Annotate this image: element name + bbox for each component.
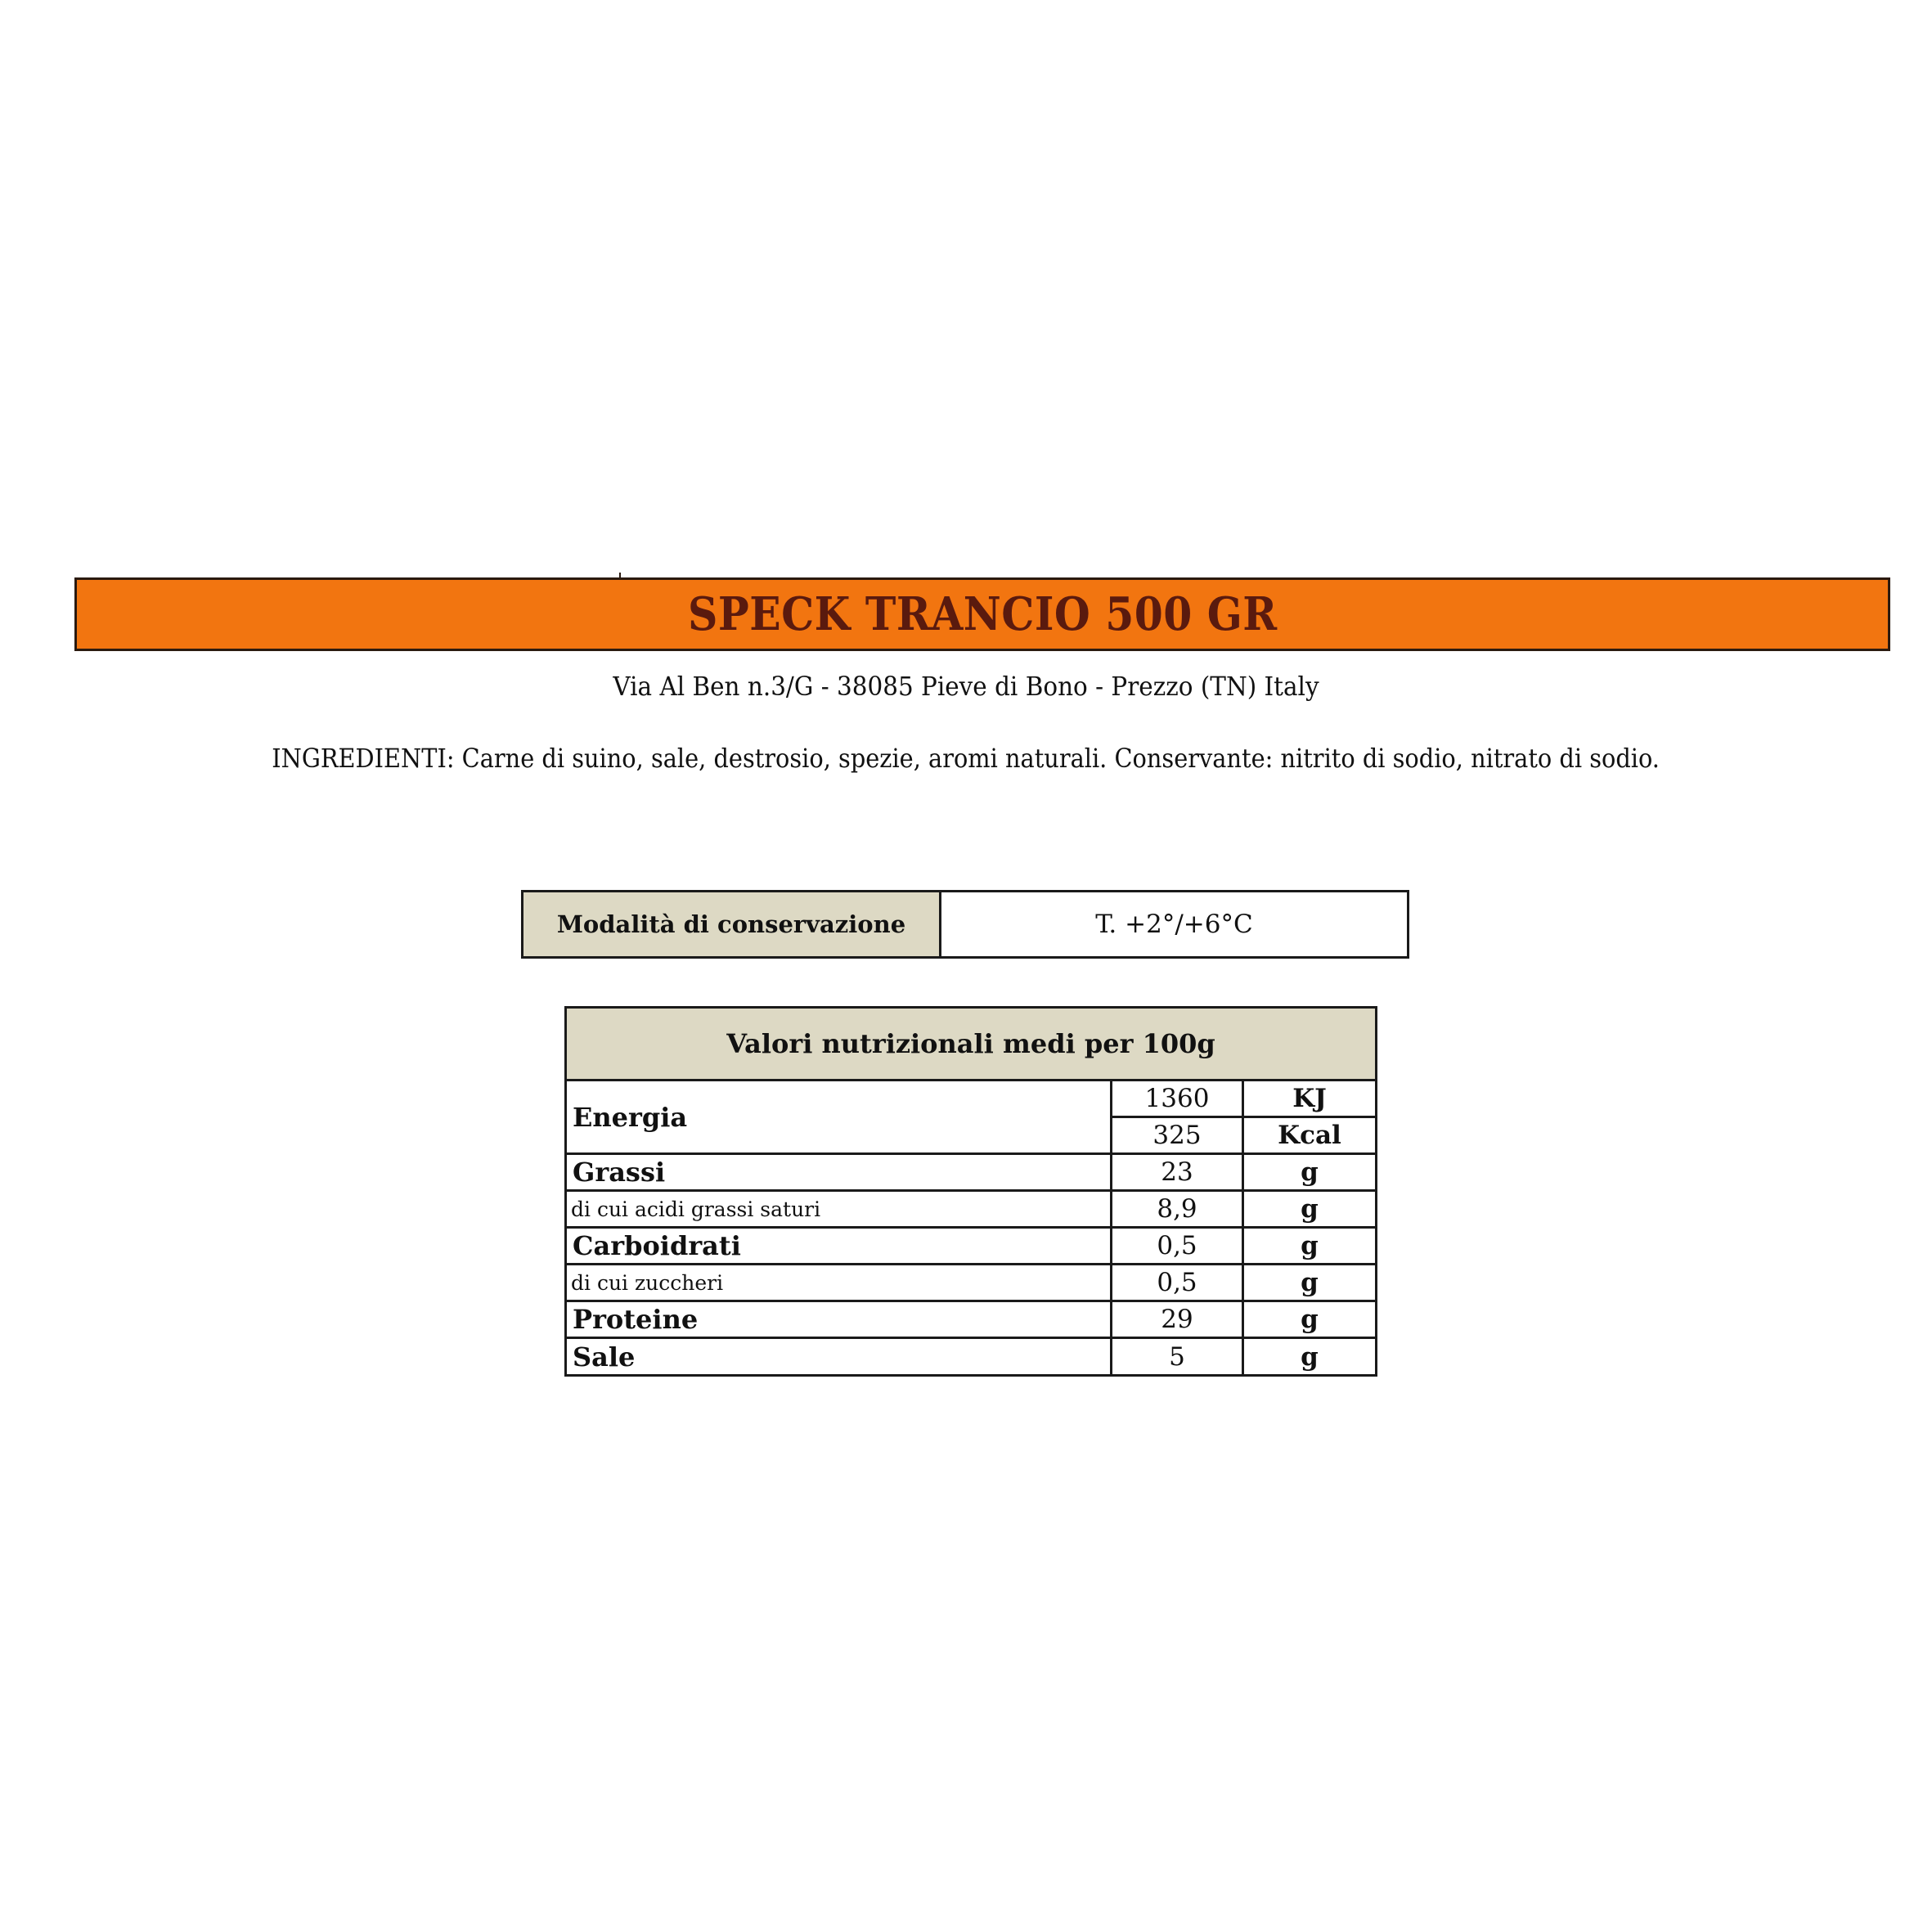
storage-label: Modalità di conservazione (523, 892, 941, 956)
nutrition-row-sale (567, 1339, 1375, 1374)
storage-table (521, 890, 1409, 959)
product-title: SPECK TRANCIO 500 GR (687, 587, 1278, 641)
nutrient-value: 0,5 (1112, 1229, 1244, 1263)
nutrient-label: di cui zuccheri (567, 1265, 1112, 1300)
energy-label: Energia (567, 1081, 1112, 1152)
nutrient-unit: g (1301, 1341, 1319, 1372)
energy-kcal-value: 325 (1112, 1118, 1244, 1152)
producer-address: Via Al Ben n.3/G - 38085 Pieve di Bono - Prezzo (TN) Italy (613, 671, 1319, 702)
energy-kj-value: 1360 (1112, 1081, 1244, 1116)
nutrient-value: 29 (1112, 1302, 1244, 1337)
nutrient-unit: g (1301, 1231, 1319, 1260)
ingredients-text: INGREDIENTI: Carne di suino, sale, destrosio, spezie, aromi naturali. Conservante: nitrito di sodio, nitrato di sodio. (272, 743, 1660, 774)
nutrient-value: 8,9 (1112, 1192, 1244, 1226)
nutrient-unit: g (1301, 1268, 1319, 1297)
nutrient-label: Grassi (567, 1155, 1112, 1189)
energy-kj-row (1112, 1081, 1375, 1118)
energy-row (567, 1081, 1375, 1155)
nutrient-label: di cui acidi grassi saturi (567, 1192, 1112, 1226)
nutrition-table (564, 1006, 1377, 1377)
nutrient-label: Proteine (567, 1302, 1112, 1337)
storage-value: T. +2°/+6°C (1095, 910, 1253, 939)
nutrition-row-proteine (567, 1302, 1375, 1339)
title-bar (74, 577, 1890, 651)
energy-values (1112, 1081, 1375, 1152)
nutrition-row-grassi-saturi (567, 1192, 1375, 1229)
nutrient-unit: g (1301, 1157, 1319, 1187)
energy-kcal-row (1112, 1118, 1375, 1152)
nutrient-value: 23 (1112, 1155, 1244, 1189)
nutrition-row-grassi (567, 1155, 1375, 1192)
energy-kj-unit: KJ (1292, 1084, 1327, 1113)
nutrient-unit: g (1301, 1194, 1319, 1224)
nutrient-label: Carboidrati (567, 1229, 1112, 1263)
nutrient-value: 0,5 (1112, 1265, 1244, 1300)
ingredients-line (0, 743, 1932, 774)
nutrient-unit: g (1301, 1305, 1319, 1334)
nutrient-value: 5 (1112, 1339, 1244, 1374)
nutrient-label: Sale (567, 1339, 1112, 1374)
nutrition-header: Valori nutrizionali medi per 100g (567, 1009, 1375, 1081)
nutrition-row-zuccheri (567, 1265, 1375, 1302)
energy-kcal-unit: Kcal (1278, 1121, 1341, 1150)
nutrition-row-carboidrati (567, 1229, 1375, 1265)
